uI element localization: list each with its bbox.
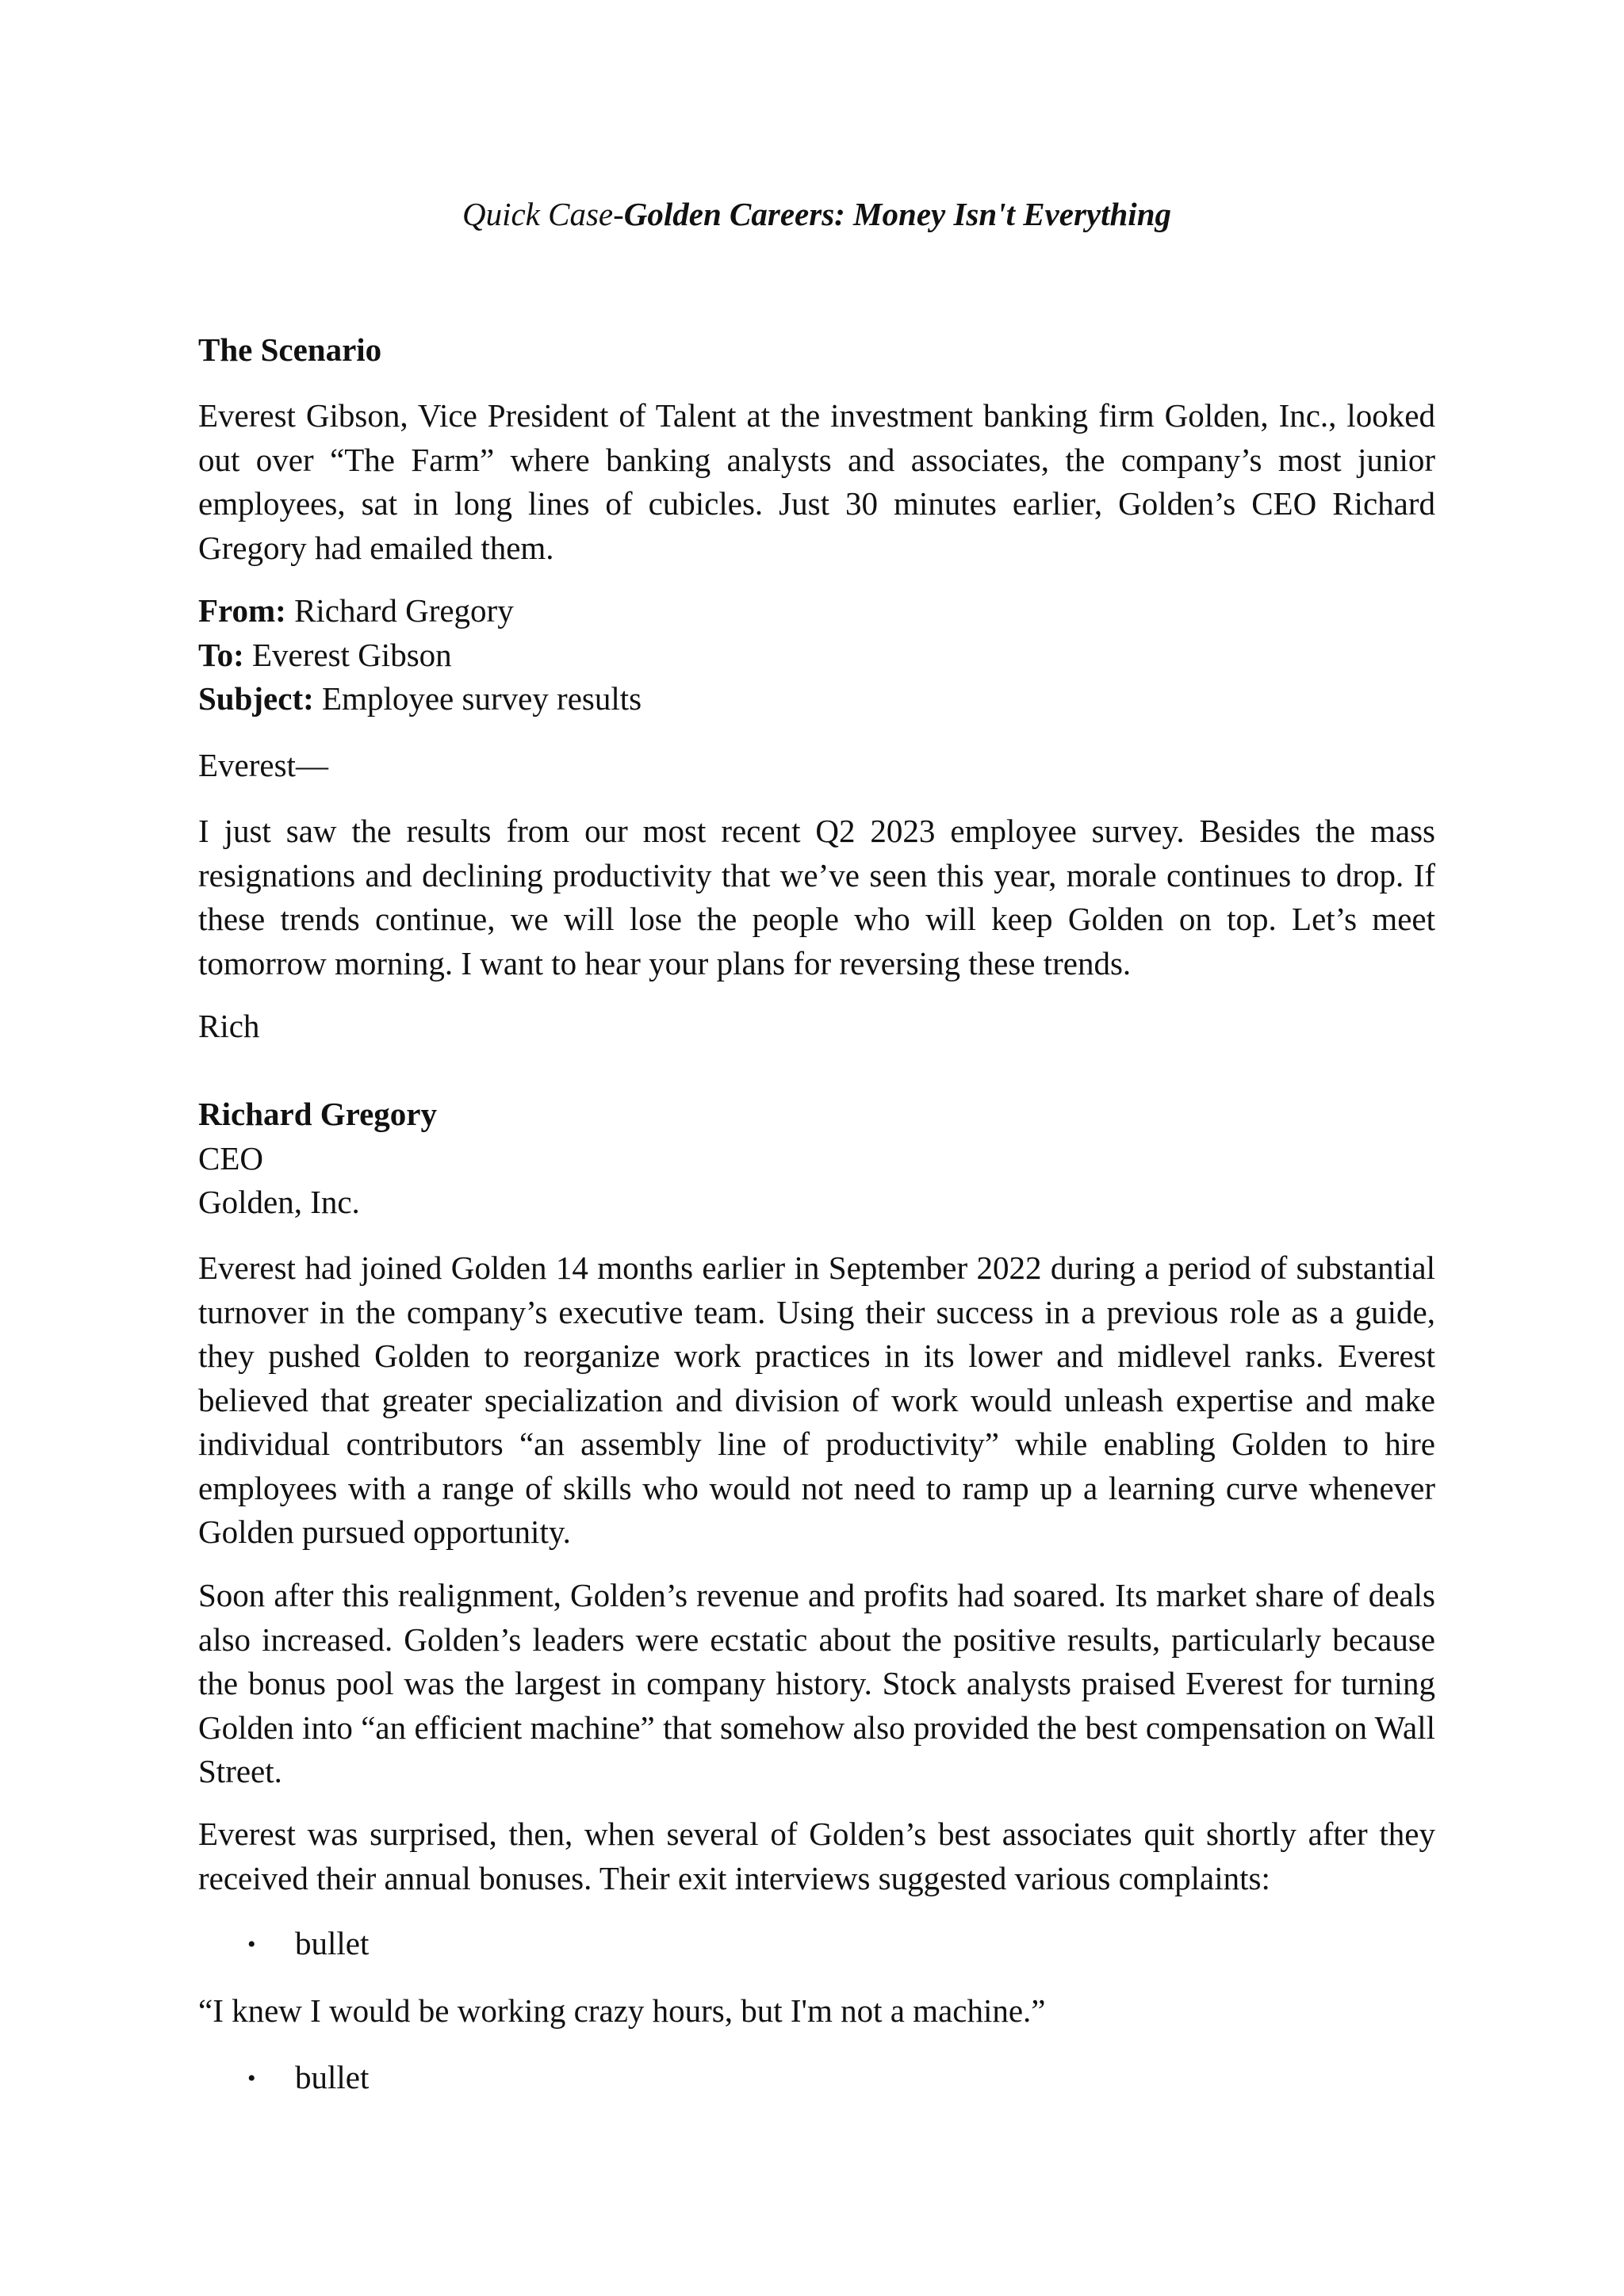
exit-quote-1: “I knew I would be working crazy hours, but I'm not a machine.” <box>198 1992 1046 2029</box>
signature-name: Richard Gregory <box>198 1096 437 1132</box>
title-prefix: Quick Case- <box>462 196 624 232</box>
bullet-item-2-text: bullet <box>295 2059 370 2095</box>
bullet-marker: • <box>247 2065 256 2092</box>
email-signoff: Rich <box>198 1008 260 1044</box>
email-subject-line <box>198 677 1435 721</box>
email-from-label: From: <box>198 592 286 629</box>
bullet-item-1-text: bullet <box>295 1925 370 1961</box>
bullet-item-2 <box>247 2056 369 2103</box>
email-to-value: Everest Gibson <box>252 636 452 673</box>
email-greeting: Everest— <box>198 747 328 783</box>
bullet-marker: • <box>247 1931 256 1958</box>
bullet-item-1 <box>247 1922 369 1969</box>
email-subject-label: Subject: <box>198 680 314 717</box>
email-subject-value: Employee survey results <box>322 680 642 717</box>
section-heading-scenario: The Scenario <box>198 331 382 368</box>
document-title <box>198 190 1435 238</box>
paragraph-4: Everest was surprised, then, when several of Golden’s best associates quit shortly after they received their annual bonuses. Their exit interviews suggested various complaints: <box>198 1816 1435 1896</box>
email-to-line <box>198 633 1435 678</box>
signature-company: Golden, Inc. <box>198 1184 360 1220</box>
intro-paragraph: Everest Gibson, Vice President of Talent at the investment banking firm Golden, Inc., looked out over “The Farm” where banking analysts and associates, the company’s most junior employees, sat in long lines of cubicles. Just 30 minutes earlier, Golden’s CEO Richard Gregory had emailed them. <box>198 397 1435 566</box>
email-signature <box>198 1093 1435 1225</box>
email-to-label: To: <box>198 636 244 673</box>
title-main: Golden Careers: Money Isn't Everything <box>623 196 1171 232</box>
paragraph-2: Everest had joined Golden 14 months earlier in September 2022 during a period of substantial turnover in the company’s executive team. Using their success in a previous role as a guide, they pushed Golden to reorganize work practices in its lower and midlevel ranks. Everest believed that greater specialization and division of work would unleash expertise and make individual contributors “an assembly line of productivity” while enabling Golden to hire employees with a range of skills who would not need to ramp up a learning curve whenever Golden pursued opportunity. <box>198 1249 1435 1550</box>
email-from-value: Richard Gregory <box>294 592 514 629</box>
email-body: I just saw the results from our most recent Q2 2023 employee survey. Besides the mass resignations and declining productivity that we’ve seen this year, morale continues to drop. If these trends continue, we will lose the people who will keep Golden on top. Let’s meet tomorrow morning. I want to hear your plans for reversing these trends. <box>198 813 1435 982</box>
signature-role: CEO <box>198 1139 263 1177</box>
paragraph-3: Soon after this realignment, Golden’s revenue and profits had soared. Its market share of deals also increased. Golden’s leaders were ecstatic about the positive results, particularly because the bonus pool was the largest in company history. Stock analysts praised Everest for turning Golden into “an efficient machine” that somehow also provided the best compensation on Wall Street. <box>198 1577 1435 1789</box>
email-from-line <box>198 589 1435 633</box>
email-header <box>198 589 1435 721</box>
